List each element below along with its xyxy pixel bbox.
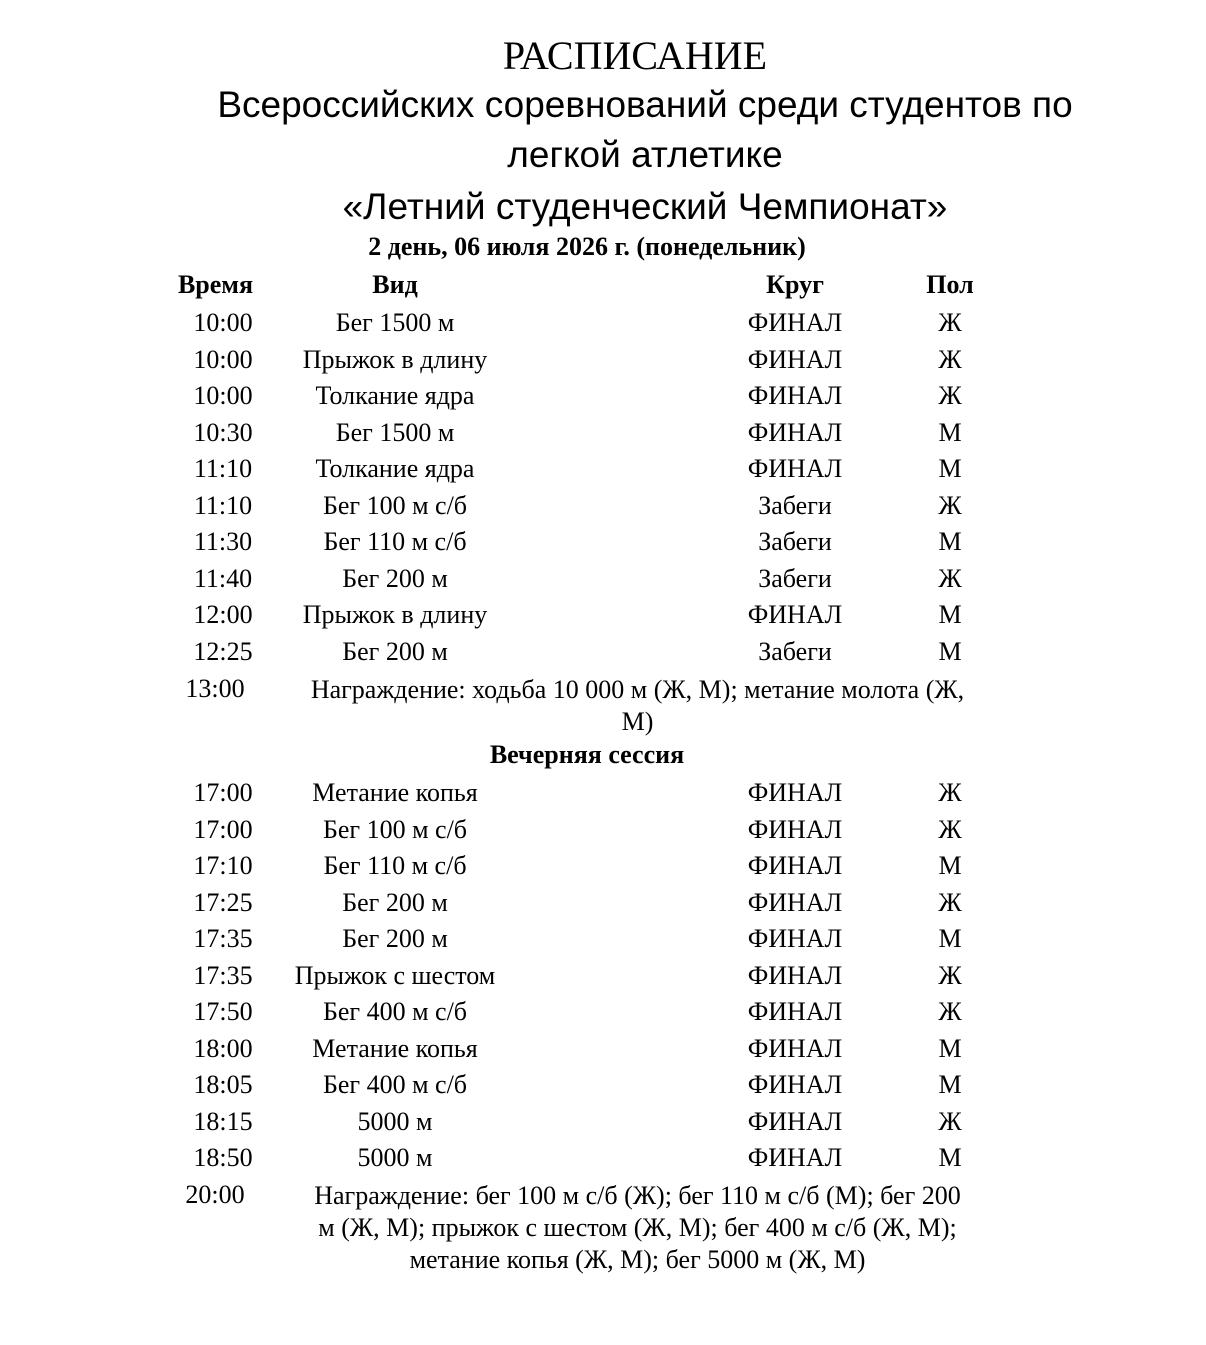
row-sex: Ж <box>938 960 962 990</box>
header-round: Круг <box>766 270 824 299</box>
row-round: ФИНАЛ <box>747 454 843 483</box>
row-event: Метание копья <box>312 1033 478 1063</box>
row-sex: Ж <box>938 887 962 917</box>
row-event: Бег 200 м <box>342 887 448 917</box>
row-sex: М <box>938 851 962 880</box>
row-round: ФИНАЛ <box>747 851 843 880</box>
row-time: 17:10 <box>193 851 253 880</box>
row-event: Метание копья <box>312 778 478 807</box>
row-round: ФИНАЛ <box>747 417 843 447</box>
row-time: 18:50 <box>193 1143 253 1172</box>
row-sex: М <box>938 1033 962 1063</box>
row-event: Бег 110 м с/б <box>323 851 467 880</box>
row-sex: Ж <box>938 308 962 337</box>
schedule-row <box>0 961 1206 997</box>
row-round: ФИНАЛ <box>747 1033 843 1063</box>
row-event: Бег 100 м с/б <box>322 490 468 520</box>
row-sex: Ж <box>938 563 962 593</box>
row-round: ФИНАЛ <box>747 600 843 629</box>
award-ceremony-row <box>0 674 1206 738</box>
row-round: ФИНАЛ <box>747 887 843 917</box>
award-text <box>275 674 1000 738</box>
row-event: Бег 200 м <box>342 924 448 953</box>
row-time: 11:10 <box>193 490 253 520</box>
row-sex: М <box>938 636 962 666</box>
row-sex: Ж <box>938 381 962 410</box>
row-time: 17:00 <box>193 814 253 844</box>
row-event: Толкание ядра <box>315 454 475 483</box>
row-sex: Ж <box>938 814 962 844</box>
competition-name-line-2: легкой атлетике <box>507 134 783 175</box>
schedule-row <box>0 418 1206 454</box>
row-sex: М <box>938 417 962 447</box>
row-sex: Ж <box>938 778 962 807</box>
row-event: Бег 400 м с/б <box>322 1070 468 1099</box>
row-round: ФИНАЛ <box>747 308 843 337</box>
row-sex: М <box>938 527 962 556</box>
row-round: ФИНАЛ <box>747 1070 843 1099</box>
row-sex: М <box>938 454 962 483</box>
schedule-row <box>0 345 1206 381</box>
schedule-row <box>0 1143 1206 1179</box>
schedule-row <box>0 637 1206 673</box>
document-title: РАСПИСАНИЕ <box>502 33 768 78</box>
row-time: 17:35 <box>193 924 253 953</box>
row-time: 17:00 <box>193 778 253 807</box>
row-round: Забеги <box>758 636 832 666</box>
schedule-row <box>0 888 1206 924</box>
row-time: 12:25 <box>193 636 253 666</box>
day-date-line: 2 день, 06 июля 2026 г. (понедельник) <box>368 232 806 261</box>
schedule-row <box>0 1034 1206 1070</box>
row-sex: М <box>938 1143 962 1172</box>
schedule-row <box>0 1070 1206 1106</box>
award-text-line: Награждение: ходьба 10 000 м (Ж, М); метание молота (Ж, <box>310 675 965 704</box>
schedule-row <box>0 381 1206 417</box>
award-text-line: метание копья (Ж, М); бег 5000 м (Ж, М) <box>409 1245 866 1274</box>
header-event: Вид <box>372 270 418 299</box>
row-event: Бег 1500 м <box>335 417 455 447</box>
row-time: 11:10 <box>193 454 253 483</box>
row-sex: Ж <box>938 997 962 1026</box>
schedule-row <box>0 1107 1206 1143</box>
schedule-row <box>0 997 1206 1033</box>
award-time: 13:00 <box>185 674 245 703</box>
row-round: ФИНАЛ <box>747 960 843 990</box>
award-text-line: М) <box>621 707 654 736</box>
row-time: 12:00 <box>193 600 253 629</box>
row-round: ФИНАЛ <box>747 778 843 807</box>
row-time: 17:50 <box>193 997 253 1026</box>
row-event: Толкание ядра <box>315 381 475 410</box>
row-round: ФИНАЛ <box>747 381 843 410</box>
row-event: Бег 200 м <box>342 636 448 666</box>
row-time: 17:35 <box>193 960 253 990</box>
row-round: ФИНАЛ <box>747 344 843 374</box>
row-time: 18:00 <box>193 1033 253 1063</box>
row-round: Забеги <box>758 563 832 593</box>
row-time: 11:30 <box>193 527 253 556</box>
schedule-row <box>0 527 1206 563</box>
row-round: ФИНАЛ <box>747 997 843 1026</box>
row-sex: М <box>938 600 962 629</box>
schedule-row <box>0 600 1206 636</box>
evening-session-title: Вечерняя сессия <box>489 740 685 769</box>
schedule-row <box>0 778 1206 814</box>
row-event: 5000 м <box>357 1143 433 1172</box>
row-time: 18:15 <box>193 1106 253 1136</box>
header-time: Время <box>177 270 254 299</box>
row-sex: Ж <box>938 344 962 374</box>
schedule-row <box>0 851 1206 887</box>
header-sex: Пол <box>926 270 974 299</box>
row-time: 10:30 <box>193 417 253 447</box>
row-time: 10:00 <box>193 344 253 374</box>
row-round: ФИНАЛ <box>747 924 843 953</box>
row-event: Прыжок в длину <box>302 600 488 629</box>
row-event: 5000 м <box>357 1106 433 1136</box>
award-text <box>275 1180 1000 1276</box>
award-text-line: м (Ж, М); прыжок с шестом (Ж, М); бег 400 м с/б (Ж, М); <box>318 1213 957 1242</box>
row-round: ФИНАЛ <box>747 1143 843 1172</box>
row-event: Прыжок с шестом <box>294 960 496 990</box>
row-time: 18:05 <box>193 1070 253 1099</box>
row-sex: М <box>938 1070 962 1099</box>
row-sex: М <box>938 924 962 953</box>
award-text-line: Награждение: бег 100 м с/б (Ж); бег 110 м с/б (М); бег 200 <box>314 1181 961 1210</box>
row-round: Забеги <box>758 490 832 520</box>
row-event: Бег 400 м с/б <box>322 997 468 1026</box>
row-sex: Ж <box>938 490 962 520</box>
row-event: Прыжок в длину <box>302 344 488 374</box>
schedule-row <box>0 564 1206 600</box>
award-ceremony-row <box>0 1180 1206 1280</box>
row-time: 11:40 <box>193 563 253 593</box>
row-event: Бег 200 м <box>342 563 448 593</box>
schedule-row <box>0 815 1206 851</box>
championship-name: «Летний студенческий Чемпионат» <box>342 186 948 227</box>
row-round: ФИНАЛ <box>747 1106 843 1136</box>
schedule-row <box>0 491 1206 527</box>
schedule-row <box>0 308 1206 344</box>
competition-name-line-1: Всероссийских соревнований среди студентов по <box>217 84 1073 125</box>
award-time: 20:00 <box>185 1180 245 1209</box>
row-sex: Ж <box>938 1106 962 1136</box>
schedule-row <box>0 924 1206 960</box>
row-event: Бег 110 м с/б <box>323 527 467 556</box>
schedule-row <box>0 454 1206 490</box>
row-event: Бег 1500 м <box>335 308 455 337</box>
row-event: Бег 100 м с/б <box>322 814 468 844</box>
row-round: ФИНАЛ <box>747 814 843 844</box>
row-time: 17:25 <box>193 887 253 917</box>
row-time: 10:00 <box>193 381 253 410</box>
row-time: 10:00 <box>193 308 253 337</box>
row-round: Забеги <box>758 527 832 556</box>
